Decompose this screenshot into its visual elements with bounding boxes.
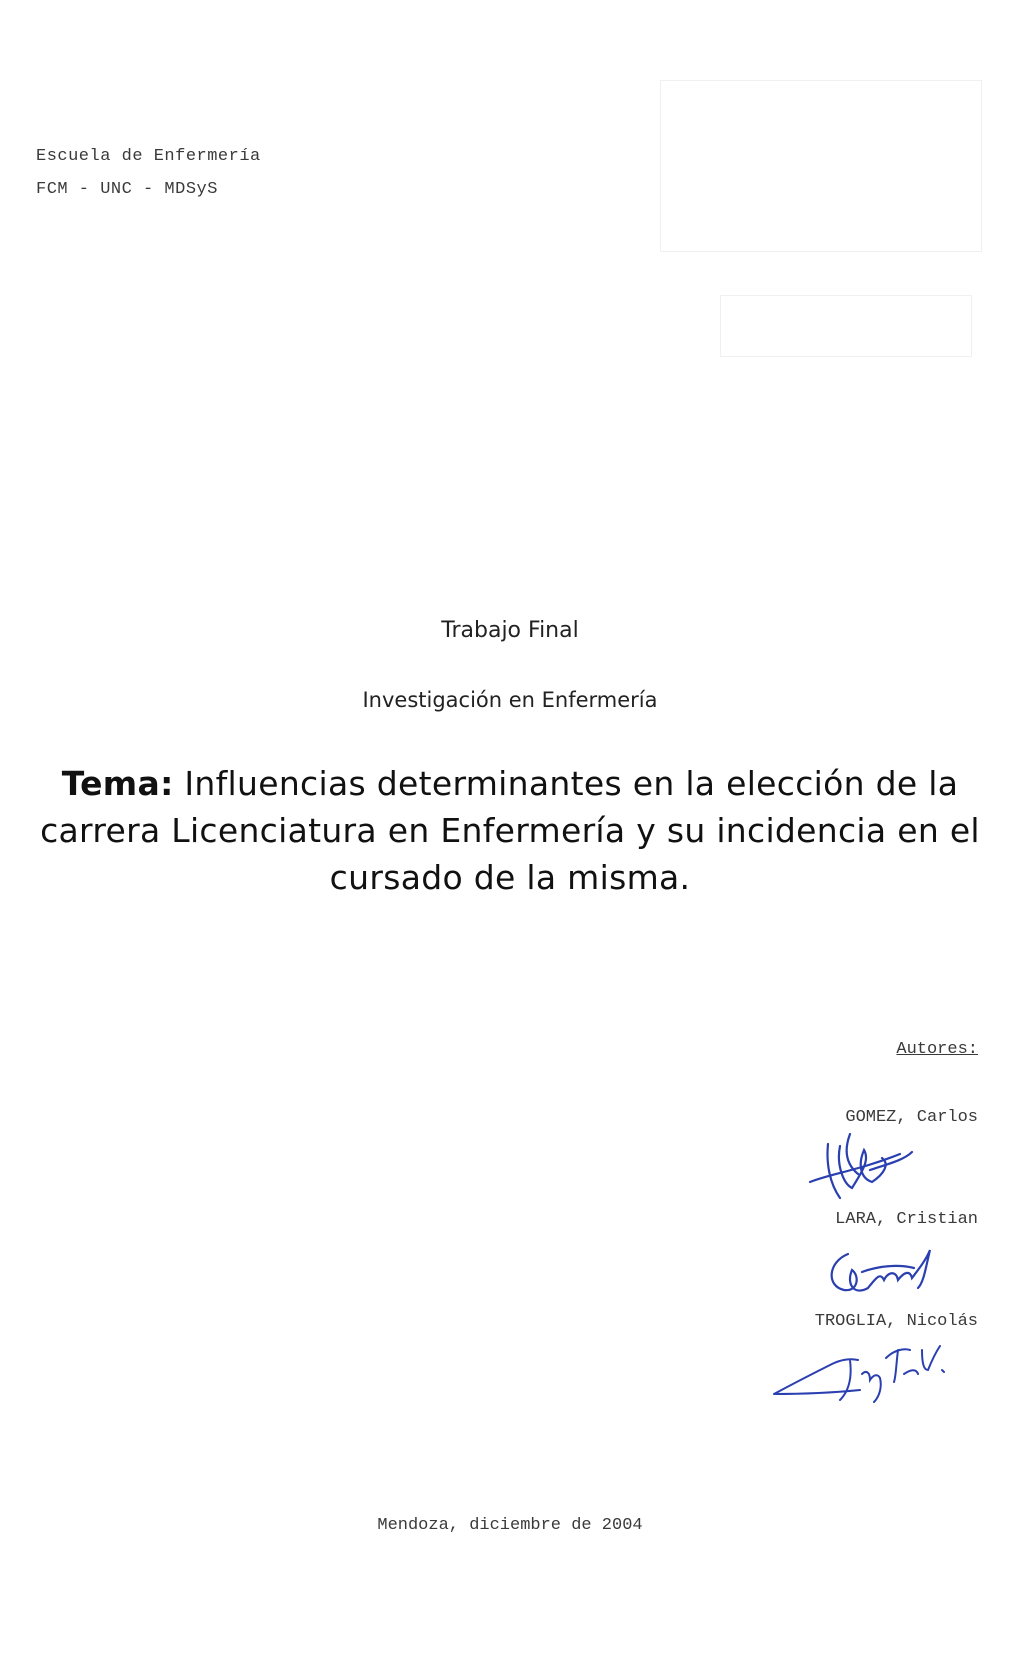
- authors-label: Autores:: [896, 1040, 978, 1059]
- faculty-line: FCM - UNC - MDSyS: [36, 180, 218, 199]
- scan-artifact-box: [720, 295, 972, 357]
- signature-lara: [818, 1232, 948, 1312]
- author-name: LARA, Cristian: [835, 1210, 978, 1229]
- scan-artifact-box: [660, 80, 982, 252]
- document-subheading: Investigación en Enfermería: [362, 688, 658, 712]
- signature-troglia: [770, 1330, 950, 1410]
- thesis-topic: [30, 760, 990, 901]
- author-name: TROGLIA, Nicolás: [814, 1312, 978, 1331]
- place-and-date: Mendoza, diciembre de 2004: [377, 1516, 643, 1535]
- school-name: Escuela de Enfermería: [36, 147, 261, 166]
- institution-header: [36, 140, 261, 206]
- topic-text: Influencias determinantes en la elección de la carrera Licenciatura en Enfermería y su incidencia en el cursado de la misma.: [40, 764, 980, 897]
- topic-label: Tema:: [61, 764, 174, 803]
- signature-gomez: [800, 1124, 920, 1204]
- author-name: GOMEZ, Carlos: [845, 1108, 978, 1127]
- document-heading: Trabajo Final: [441, 618, 579, 643]
